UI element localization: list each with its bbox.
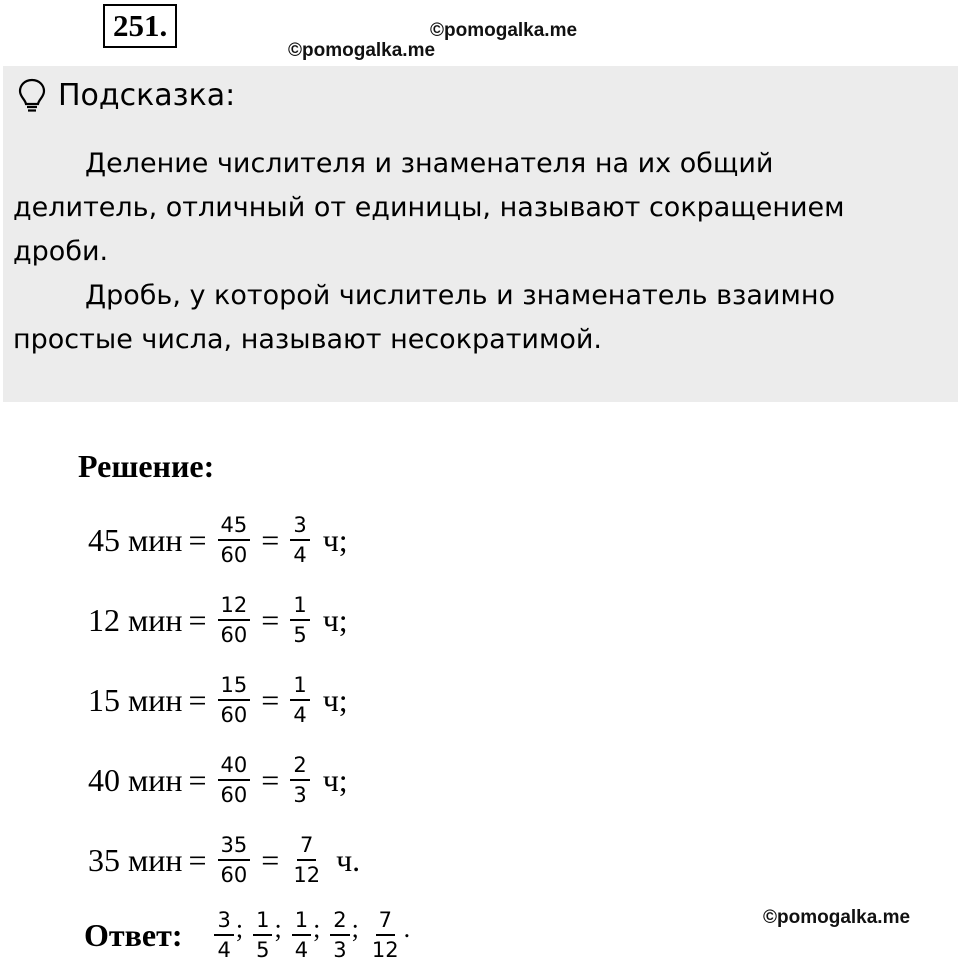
equation-unit: ч. [336,841,361,878]
numerator: 1 [290,593,309,621]
denominator: 60 [220,703,248,727]
answer-line [84,900,410,970]
fraction [218,593,251,647]
denominator: 60 [220,623,248,647]
equation-lhs: 12 мин [88,601,183,638]
fraction [218,753,251,807]
equation-row [88,500,348,580]
equals-sign: = [188,521,207,558]
numerator: 7 [297,833,316,861]
numerator: 2 [330,908,349,936]
equation-row [88,820,360,900]
equals-sign: = [261,601,280,638]
numerator: 2 [290,753,309,781]
fraction [330,908,349,962]
fraction [292,908,311,962]
denominator: 60 [220,543,248,567]
denominator: 4 [217,938,231,962]
equation-row [88,660,348,740]
equals-sign: = [188,761,207,798]
numerator: 1 [253,908,272,936]
answer-separator: ; [235,914,244,943]
fraction [218,833,251,887]
task-number: 251. [103,4,177,48]
equals-sign: = [261,521,280,558]
equation-unit: ч; [322,761,348,798]
denominator: 12 [293,863,321,887]
lightbulb-icon [18,78,46,114]
numerator: 45 [218,513,251,541]
watermark: ©pomogalka.me [430,20,578,41]
answer-label: Ответ: [84,916,183,953]
fraction [290,753,309,807]
fraction [253,908,272,962]
numerator: 35 [218,833,251,861]
watermark: ©pomogalka.me [763,907,911,928]
numerator: 15 [218,673,251,701]
equation-unit: ч; [322,681,348,718]
hint-paragraph: Дробь, у которой числитель и знаменатель взаимно простые числа, называют несократимой. [13,280,836,355]
equation-unit: ч; [322,521,348,558]
numerator: 3 [290,513,309,541]
answer-fractions [204,908,410,962]
numerator: 12 [218,593,251,621]
equals-sign: = [261,761,280,798]
watermark: ©pomogalka.me [288,40,436,61]
denominator: 3 [293,783,307,807]
equals-sign: = [188,601,207,638]
equation-lhs: 45 мин [88,521,183,558]
equals-sign: = [261,681,280,718]
solution-title: Решение: [78,448,215,484]
denominator: 5 [293,623,307,647]
numerator: 1 [292,908,311,936]
denominator: 3 [333,938,347,962]
equation-unit: ч; [322,601,348,638]
equation-lhs: 40 мин [88,761,183,798]
equals-sign: = [188,681,207,718]
numerator: 3 [214,908,233,936]
fraction [290,673,309,727]
answer-separator: . [403,914,411,943]
denominator: 60 [220,783,248,807]
numerator: 7 [376,908,395,936]
hint-text [13,142,913,362]
hint-paragraph: Деление числителя и знаменателя на их общий делитель, отличный от единицы, называют сокращением дроби. [13,148,845,267]
denominator: 4 [294,938,309,962]
fraction [290,833,323,887]
fraction [214,908,233,962]
answer-separator: ; [313,914,321,943]
equation-row [88,580,348,660]
numerator: 1 [290,673,309,701]
answer-separator: ; [351,914,359,943]
equals-sign: = [261,841,280,878]
denominator: 4 [293,703,307,727]
fraction [290,513,309,567]
denominator: 60 [220,863,248,887]
fraction [218,513,251,567]
equation-lhs: 35 мин [88,841,183,878]
numerator: 40 [218,753,251,781]
equals-sign: = [188,841,207,878]
answer-separator: ; [274,914,282,943]
denominator: 4 [293,543,307,567]
fraction [290,593,309,647]
equation-lhs: 15 мин [88,681,183,718]
hint-title: Подсказка: [58,78,236,113]
fraction [369,908,402,962]
denominator: 5 [256,938,270,962]
fraction [218,673,251,727]
denominator: 12 [371,938,399,962]
equation-row [88,740,348,820]
